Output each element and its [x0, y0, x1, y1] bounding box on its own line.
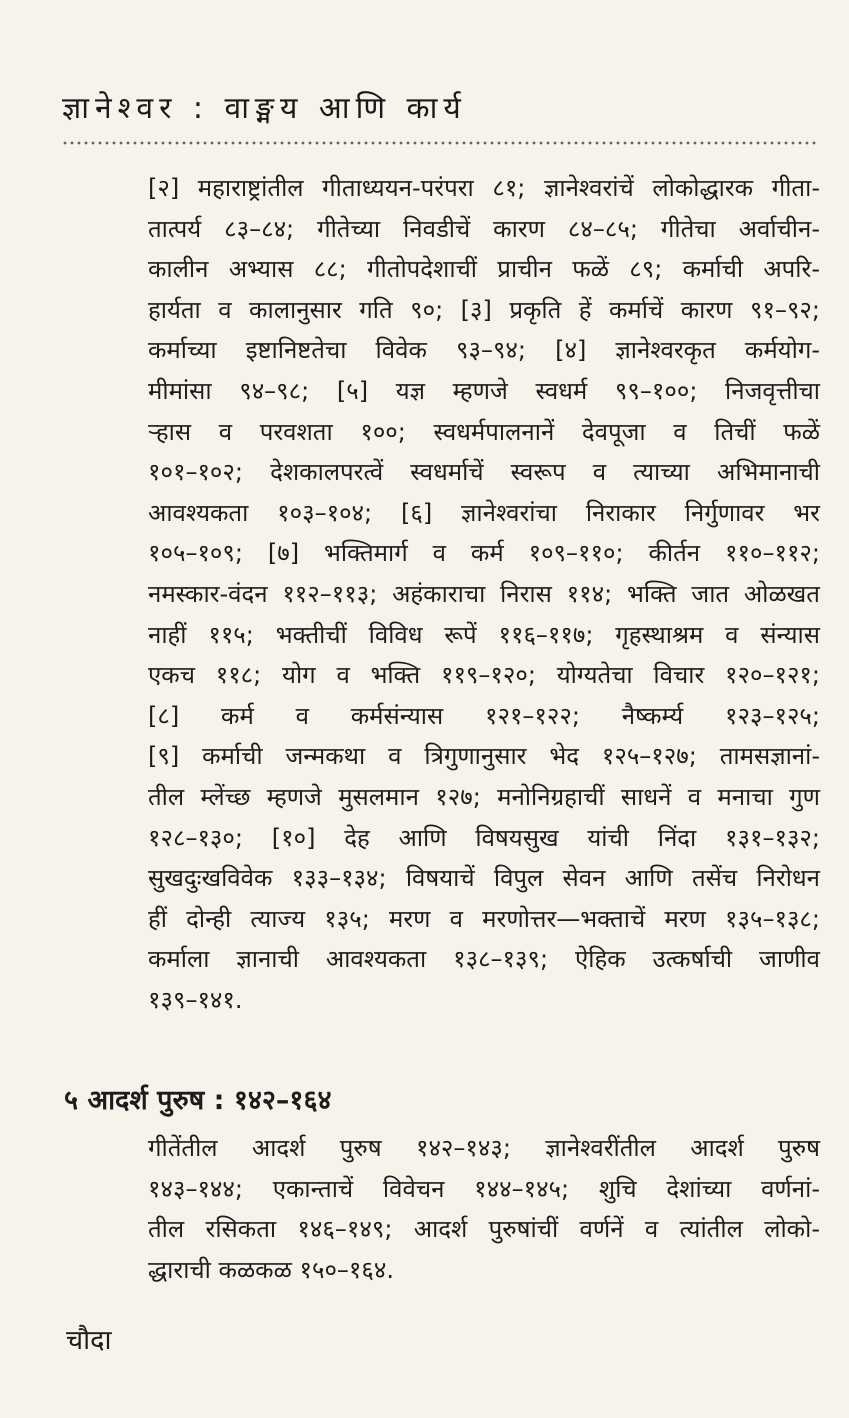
contents-line: गीतेंतील आदर्श पुरुष १४२–१४३; ज्ञानेश्वरींतील आदर्श पुरुष: [148, 1134, 820, 1162]
contents-line: कर्माच्या इष्टानिष्टतेचा विवेक ९३–९४; [४] ज्ञानेश्वरकृत कर्मयोग-: [148, 336, 820, 365]
contents-line: हार्यता व कालानुसार गति ९०; [३] प्रकृति हें कर्माचें कारण ९१–९२;: [148, 295, 820, 324]
contents-line: तील म्लेंच्छ म्हणजे मुसलमान १२७; मनोनिग्रहाचीं साधनें व मनाचा गुण: [148, 782, 820, 811]
contents-line: ऱ्हास व परवशता १००; स्वधर्मपालनानें देवपूजा व तिचीं फळें: [148, 417, 820, 446]
page-folio: चौदा: [66, 1325, 112, 1356]
contents-line: कर्माला ज्ञानाची आवश्यकता १३८–१३९; ऐहिक उत्कर्षाची जाणीव: [148, 945, 820, 974]
contents-line: तील रसिकता १४६–१४९; आदर्श पुरुषांचीं वर्णनें व त्यांतील लोको-: [148, 1215, 820, 1244]
contents-line: [९] कर्माची जन्मकथा व त्रिगुणानुसार भेद १२५–१२७; तामसज्ञानां-: [148, 742, 820, 771]
contents-line: द्धाराची कळकळ १५०–१६४.: [148, 1255, 394, 1284]
contents-line: आवश्यकता १०३–१०४; [६] ज्ञानेश्वरांचा निराकार निर्गुणावर भर: [148, 498, 820, 527]
header-dotted-rule: [62, 140, 818, 146]
contents-line: १३९–१४१.: [148, 985, 243, 1014]
chapter-contents: [148, 168, 820, 1020]
contents-line: मीमांसा ९४–९८; [५] यज्ञ म्हणजे स्वधर्म ९९–१००; निजवृत्तीचा: [148, 376, 820, 405]
contents-line: सुखदुःखविवेक १३३–१३४; विषयाचें विपुल सेवन आणि तसेंच निरोधन: [148, 864, 820, 893]
running-head: ज्ञानेश्वर : वाङ्मय आणि कार्य: [62, 91, 467, 126]
contents-line: नाहीं ११५; भक्तीचीं विविध रूपें ११६–११७; गृहस्थाश्रम व संन्यास: [148, 620, 820, 649]
contents-line: [२] महाराष्ट्रांतील गीताध्ययन-परंपरा ८१; ज्ञानेश्वरांचें लोकोद्धारक गीता-: [148, 174, 820, 202]
contents-line: १४३–१४४; एकान्ताचें विवेचन १४४–१४५; शुचि देशांच्या वर्णनां-: [148, 1174, 820, 1203]
section-heading: ५ आदर्श पुरुष : १४२–१६४: [64, 1085, 332, 1116]
contents-line: [८] कर्म व कर्मसंन्यास १२१–१२२; नैष्कर्म्य १२३–१२५;: [148, 701, 820, 730]
contents-line: कालीन अभ्यास ८८; गीतोपदेशाचीं प्राचीन फळें ८९; कर्माची अपरि-: [148, 255, 820, 284]
section-contents: [148, 1128, 820, 1290]
contents-line: नमस्कार-वंदन ११२–११३; अहंकाराचा निरास ११४; भक्ति जात ओळखत: [148, 579, 820, 608]
contents-line: १२८–१३०; [१०] देह आणि विषयसुख यांची निंदा १३१–१३२;: [148, 823, 820, 852]
contents-line: १०५–१०९; [७] भक्तिमार्ग व कर्म १०९–११०; कीर्तन ११०–११२;: [148, 539, 820, 568]
contents-line: तात्पर्य ८३–८४; गीतेच्या निवडीचें कारण ८४–८५; गीतेचा अर्वाचीन-: [148, 214, 820, 243]
contents-line: हीं दोन्ही त्याज्य १३५; मरण व मरणोत्तर—भक्ताचें मरण १३५–१३८;: [148, 904, 820, 933]
contents-line: एकच ११८; योग व भक्ति ११९–१२०; योग्यतेचा विचार १२०–१२१;: [148, 661, 820, 690]
contents-line: १०१–१०२; देशकालपरत्वें स्वधर्माचें स्वरूप व त्याच्या अभिमानाची: [148, 458, 820, 487]
